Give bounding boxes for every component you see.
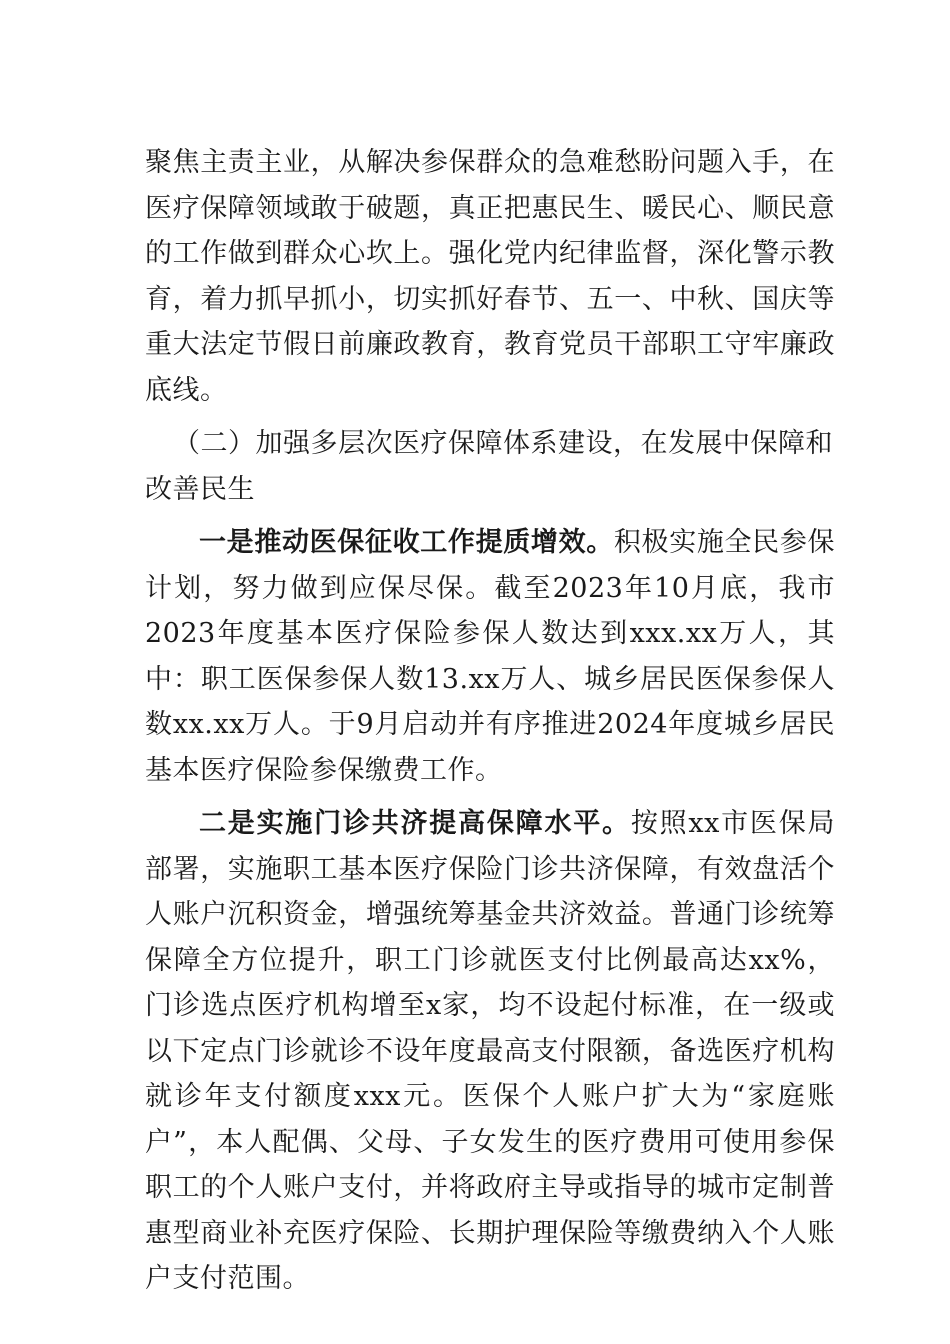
- paragraph-text: 积极实施全民参保计划，努力做到应保尽保。截至2023年10月底，我市2023年度基本医疗保险参保人数达到xxx.xx万人，其中：职工医保参保人数13.xx万人、城乡居民医保参保人数xx.xx万人。于9月启动并有序推进2024年度城乡居民基本医疗保险参保缴费工作。: [145, 527, 836, 786]
- body-paragraph: 聚焦主责主业，从解决参保群众的急难愁盼问题入手，在医疗保障领域敢于破题，真正把惠民生、暖民心、顺民意的工作做到群众心坎上。强化党内纪律监督，深化警示教育，着力抓早抓小，切实抓好春节、五一、中秋、国庆等重大法定节假日前廉政教育，教育党员干部职工守牢廉政底线。: [145, 147, 835, 406]
- paragraph-text: 按照xx市医保局部署，实施职工基本医疗保险门诊共济保障，有效盘活个人账户沉积资金，增强统筹基金共济效益。普通门诊统筹保障全方位提升，职工门诊就医支付比例最高达xx%，门诊选点医疗机构增至x家，均不设起付标准，在一级或以下定点门诊就诊不设年度最高支付限额，备选医疗机构就诊年支付额度xxx元。医保个人账户扩大为“家庭账户”，本人配偶、父母、子女发生的医疗费用可使用参保职工的个人账户支付，并将政府主导或指导的城市定制普惠型商业补充医疗保险、长期护理保险等缴费纳入个人账户支付范围。: [145, 808, 835, 1294]
- document-page: [145, 140, 835, 1302]
- paragraph-lead: 二是实施门诊共济提高保障水平。: [199, 808, 631, 839]
- body-paragraph: [145, 520, 835, 793]
- section-heading: （二）加强多层次医疗保障体系建设，在发展中保障和改善民生: [145, 428, 833, 505]
- body-paragraph: [145, 801, 835, 1302]
- paragraph-lead: 一是推动医保征收工作提质增效。: [199, 527, 614, 558]
